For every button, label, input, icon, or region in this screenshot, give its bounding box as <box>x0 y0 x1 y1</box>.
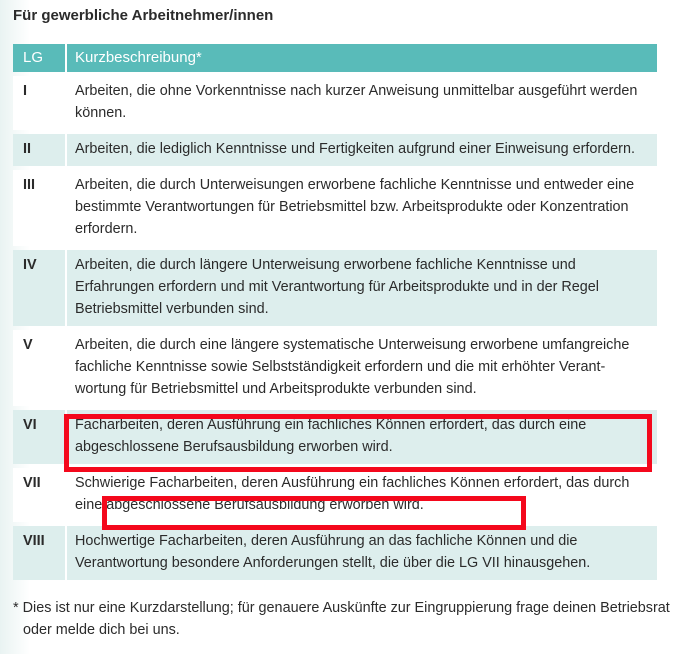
table-row <box>13 250 657 326</box>
table-row <box>13 134 657 166</box>
table-row <box>13 410 657 464</box>
section-heading: Für gewerbliche Arbeitnehmer/innen <box>13 7 274 24</box>
lg-cell: I <box>13 76 67 130</box>
description-cell: Arbeiten, die lediglich Kenntnisse und Fertigkeiten aufgrund einer Einweisung erfordern. <box>67 134 657 166</box>
header-lg: LG <box>13 44 67 72</box>
lg-cell: IV <box>13 250 67 326</box>
lg-cell: VI <box>13 410 67 464</box>
lg-cell: VIII <box>13 526 67 580</box>
description-cell: Arbeiten, die ohne Vorkenntnisse nach kurzer Anweisung unmittelbar ausgeführt werden können. <box>67 76 657 130</box>
description-cell: Arbeiten, die durch eine längere systematische Unterweisung erworbene umfangreiche fachliche Kenntnisse sowie Selbstständigkeit erfordern und die mit erhöhter Verant-wortung für Betriebsmittel und Arbeitsprodukte verbunden sind. <box>67 330 657 406</box>
lg-cell: II <box>13 134 67 166</box>
table-row <box>13 330 657 406</box>
table-row <box>13 468 657 522</box>
table-header-row <box>13 44 657 72</box>
description-cell: Arbeiten, die durch längere Unterweisung erworbene fachliche Kenntnisse und Erfahrungen erfordern und mit Verantwortung für Arbeitsprodukte und in der Regel Betriebsmittel verbunden sind. <box>67 250 657 326</box>
footnote: * Dies ist nur eine Kurzdarstellung; für genauere Auskünfte zur Eingruppierung frage deinen Betriebsrat oder melde dich bei uns. <box>13 600 670 638</box>
table-row <box>13 170 657 246</box>
table-row <box>13 526 657 580</box>
description-cell: Hochwertige Facharbeiten, deren Ausführung an das fachliche Können und die Verantwortung besondere Anforderungen stellt, die über die LG VII hinausgehen. <box>67 526 657 580</box>
description-cell: Arbeiten, die durch Unterweisungen erworbene fachliche Kenntnisse und entweder eine bestimmte Verantwortungen für Betriebsmittel bzw. Arbeitsprodukte oder Konzentration erfordern. <box>67 170 657 246</box>
lg-table <box>13 40 657 584</box>
lg-cell: III <box>13 170 67 246</box>
lg-cell: VII <box>13 468 67 522</box>
description-cell: Facharbeiten, deren Ausführung ein fachliches Können erfordert, das durch eine abgeschlossene Berufsausbildung erworben wird. <box>67 410 657 464</box>
description-cell: Schwierige Facharbeiten, deren Ausführung ein fachliches Können erfordert, das durch eine abgeschlossene Berufsausbildung erworben wird. <box>67 468 657 522</box>
lg-cell: V <box>13 330 67 406</box>
header-description: Kurzbeschreibung* <box>67 44 657 72</box>
table-row <box>13 76 657 130</box>
